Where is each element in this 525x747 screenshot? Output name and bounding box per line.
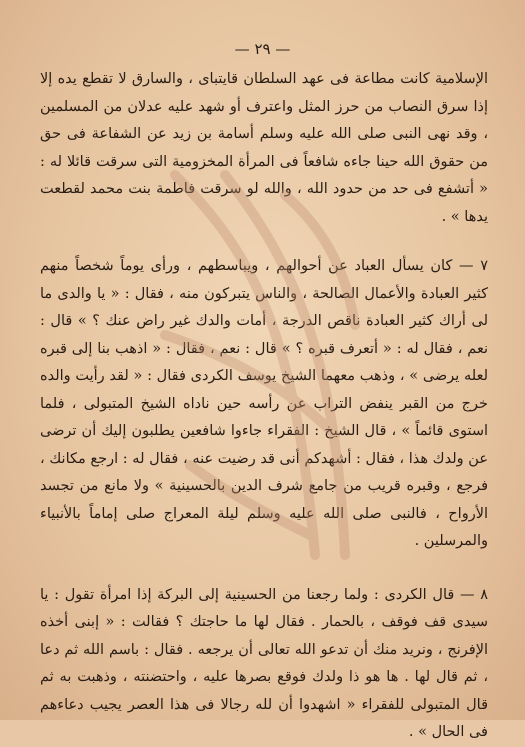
body-text — [40, 66, 488, 747]
paragraph-7: ٧ — كان يسأل العباد عن أحوالهم ، ويباسطهم ، ورأى يوماً شخصاً منهم كثير العبادة والأعمال الصالحة ، والناس يتبركون منه ، فقال : « يا والدى ما لى أراك كثير العبادة ناقص الدرجة ، أمات والدك غير راض عنك ؟ » قال : نعم ، فقال له : « أتعرف قبره ؟ » قال : نعم ، فقال : « اذهب بنا إلى قبره لعله يرضى » ، وذهب معهما الشيخ يوسف الكردى فقال : « لقد رأيت والده خرج من القبر ينفض التراب عن رأسه حين ناداه الشيخ المتبولى ، فلما استوى قائماً » ، قال الشيخ : الفقراء جاءوا شافعين يطلبون إليك أن ترضى عن ولدك هذا ، فقال : أشهدكم أنى قد رضيت عنه ، فقال له : ارجع مكانك ، فرجع ، وقبره قريب من جامع شرف الدين بالحسينية » ولا مانع من تجسد الأرواح ، فالنبى صلى الله عليه وسلم ليلة المعراج صلى إماماً بالأنبياء والمرسلين . — [40, 258, 488, 549]
paragraph-1: الإسلامية كانت مطاعة فى عهد السلطان قايتباى ، والسارق لا تقطع يده إلا إذا سرق النصاب من حرز المثل واعترف أو شهد عليه عدلان من المسلمين ، وقد نهى النبى صلى الله عليه وسلم أسامة بن زيد عن الشفاعة فى حق من حقوق الله حينا جاءه شافعاً فى المرأة المخزومية التى سرقت قائلا له : « أتشفع فى حد من حدود الله ، والله لو سرقت فاطمة بنت محمد لقطعت يدها » . — [40, 71, 488, 225]
page-number: — ٢٩ — — [234, 40, 291, 58]
paragraph-8: ٨ — قال الكردى : ولما رجعنا من الحسينية إلى البركة إذا امرأة تقول : يا سيدى قف فوقف ، بالحمار . فقال لها ما حاجتك ؟ فقالت : « إبنى أخذه الإفرنج ، ونريد منك أن تدعو الله تعالى أن يرجعه . فقال : باسم الله ثم دعا ، ثم قال لها . ها هو ذا ولدك فوقع بصرها عليه ، واحتضنته ، وذهبت به ثم قال المتبولى للفقراء « اشهدوا أن لله رجالا فى هذا العصر يجيب دعاءهم فى الحال » . — [40, 586, 488, 740]
